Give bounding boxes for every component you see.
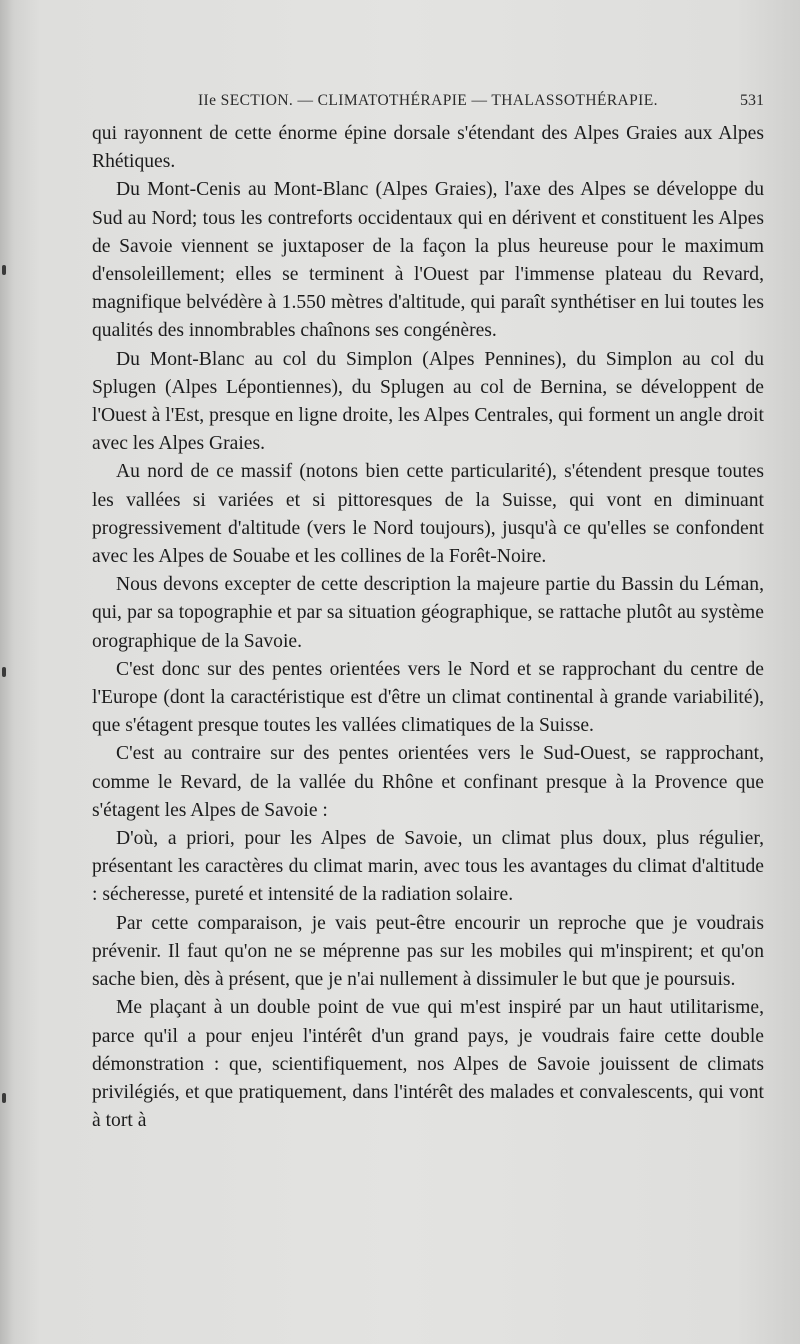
paragraph-1: qui rayonnent de cette énorme épine dorsale s'étendant des Alpes Graies aux Alpes Rhétiques.: [92, 123, 764, 173]
body-text: [92, 120, 764, 1135]
paragraph-10: Me plaçant à un double point de vue qui m'est inspiré par un haut utilitarisme, parce qu'il a pour enjeu l'intérêt d'un grand pays, je voudrais faire cette double démonstration : que, scientifiquement, nos Alpes de Savoie jouissent de climats privilégiés, et que pratiquement, dans l'intérêt des malades et convalescents, qui vont à tort à: [92, 997, 764, 1132]
paragraph-4: Au nord de ce massif (notons bien cette particularité), s'étendent presque toutes les vallées si variées et si pittoresques de la Suisse, qui vont en diminuant progressivement d'altitude (vers le Nord toujours), jusqu'à ce qu'elles se confondent avec les Alpes de Souabe et les collines de la Forêt-Noire.: [92, 461, 764, 568]
paragraph-9: Par cette comparaison, je vais peut-être encourir un reproche que je voudrais prévenir. Il faut qu'on ne se méprenne pas sur les mobiles qui m'inspirent; et qu'on sache bien, dès à présent, que je n'ai nullement à dissimuler le but que je poursuis.: [92, 912, 764, 991]
section-title: IIe SECTION. — CLIMATOTHÉRAPIE — THALASSOTHÉRAPIE.: [198, 92, 658, 109]
running-header: [96, 88, 766, 118]
paragraph-8: D'où, a priori, pour les Alpes de Savoie, un climat plus doux, plus régulier, présentant les caractères du climat marin, avec tous les avantages du climat d'altitude : sécheresse, pureté et intensité de la radiation solaire.: [92, 828, 764, 906]
paragraph-6: C'est donc sur des pentes orientées vers le Nord et se rapprochant du centre de l'Europe (dont la caractéristique est d'être un climat continental à grande variabilité), que s'étagent presque toutes les vallées climatiques de la Suisse.: [92, 658, 764, 737]
page-number: 531: [740, 92, 764, 109]
margin-mark: [2, 1093, 6, 1103]
paragraph-3: Du Mont-Blanc au col du Simplon (Alpes Pennines), du Simplon au col du Splugen (Alpes Lépontiennes), du Splugen au col de Bernina, se développent de l'Ouest à l'Est, presque en ligne droite, les Alpes Centrales, qui forment un angle droit avec les Alpes Graies.: [92, 348, 764, 455]
paragraph-7: C'est au contraire sur des pentes orientées vers le Sud-Ouest, se rapprochant, comme le Revard, de la vallée du Rhône et confinant presque à la Provence que s'étagent les Alpes de Savoie :: [92, 743, 764, 821]
margin-mark: [2, 265, 6, 275]
margin-mark: [2, 667, 6, 677]
paragraph-2: Du Mont-Cenis au Mont-Blanc (Alpes Graies), l'axe des Alpes se développe du Sud au Nord; tous les contreforts occidentaux qui en dérivent et constituent les Alpes de Savoie viennent se juxtaposer de la façon la plus heureuse pour le maximum d'ensoleillement; elles se terminent à l'Ouest par l'immense plateau du Revard, magnifique belvédère à 1.550 mètres d'altitude, qui paraît synthétiser en lui toutes les qualités des innombrables chaînons ses congénères.: [92, 179, 764, 342]
paragraph-5: Nous devons excepter de cette description la majeure partie du Bassin du Léman, qui, par sa topographie et par sa situation géographique, se rattache plutôt au système orographique de la Savoie.: [92, 574, 764, 652]
